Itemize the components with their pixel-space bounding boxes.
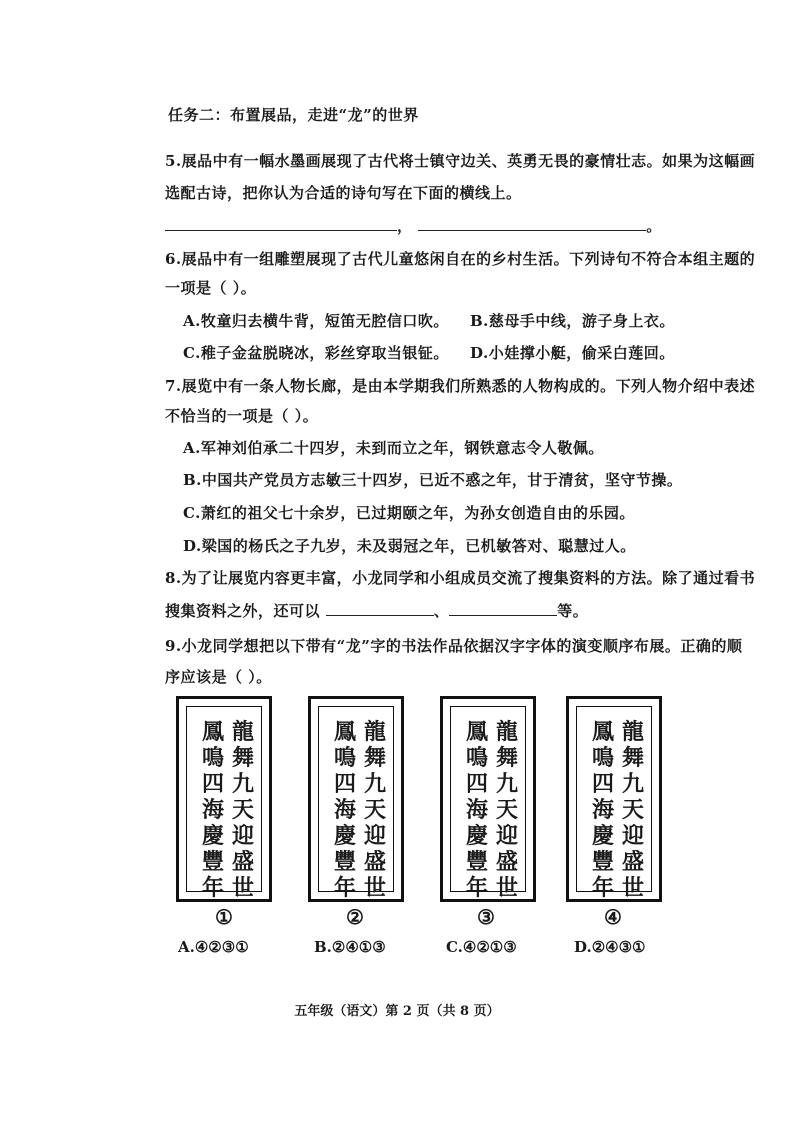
couplet-left: 鳳鳴四海慶豐年 — [591, 719, 614, 901]
q6-line1: 6.展品中有一组雕塑展现了古代儿童悠闲自在的乡村生活。下列诗句不符合本组主题的 — [165, 250, 756, 268]
q8-end: 等。 — [557, 602, 589, 620]
q5-answer-lines — [165, 215, 662, 236]
q9-option-c: C.④②①③ — [446, 938, 517, 956]
task-title: 任务二：布置展品，走进“龙”的世界 — [168, 106, 419, 124]
couplet-left: 鳳鳴四海慶豐年 — [465, 719, 488, 901]
q7-option-d: D.梁国的杨氏之子九岁，未及弱冠之年，已机敏答对、聪慧过人。 — [183, 537, 636, 555]
q5-blank-2[interactable] — [418, 216, 646, 231]
couplet-right: 龍舞九天迎盛世 — [495, 719, 518, 901]
couplet-left: 鳳鳴四海慶豐年 — [333, 719, 356, 901]
work-number-1: ① — [215, 905, 233, 929]
q9-option-d: D.②④③① — [574, 938, 646, 956]
page-footer: 五年级（语文）第 2 页（共 8 页） — [294, 1004, 500, 1019]
q5-line1: 5.展品中有一幅水墨画展现了古代将士镇守边关、英勇无畏的豪情壮志。如果为这幅画 — [165, 152, 756, 170]
q6-option-a: A.牧童归去横牛背，短笛无腔信口吹。 — [183, 312, 449, 330]
q9-line2: 序应该是（ ）。 — [165, 668, 272, 686]
q8-line1: 8.为了让展览内容更丰富，小龙同学和小组成员交流了搜集资料的方法。除了通过看书 — [165, 569, 756, 587]
q6-option-b: B.慈母手中线，游子身上衣。 — [470, 312, 675, 330]
q5-line2: 选配古诗，把你认为合适的诗句写在下面的横线上。 — [165, 184, 522, 202]
q7-line1: 7.展览中有一条人物长廊，是由本学期我们所熟悉的人物构成的。下列人物介绍中表述 — [165, 377, 756, 395]
q6-line2: 一项是（ ）。 — [165, 279, 257, 297]
q8-line2 — [165, 600, 588, 621]
work-number-4: ④ — [604, 905, 622, 929]
work-number-3: ③ — [477, 905, 495, 929]
calligraphy-work-1 — [176, 696, 272, 902]
calligraphy-work-4 — [566, 696, 662, 902]
q9-option-a: A.④②③① — [178, 938, 249, 956]
q9-option-b: B.②④①③ — [314, 938, 386, 956]
q5-period: 。 — [646, 217, 662, 235]
q7-line2: 不恰当的一项是（ ）。 — [165, 407, 319, 425]
q5-comma: ， — [397, 217, 413, 235]
calligraphy-work-3 — [440, 696, 536, 902]
q9-line1: 9.小龙同学想把以下带有“龙”字的书法作品依据汉字字体的演变顺序布展。正确的顺 — [165, 637, 743, 655]
q6-option-d: D.小娃撑小艇，偷采白莲回。 — [470, 344, 675, 362]
couplet-right: 龍舞九天迎盛世 — [363, 719, 386, 901]
q8-separator: 、 — [433, 602, 450, 620]
couplet-right: 龍舞九天迎盛世 — [621, 719, 644, 901]
q7-option-c: C.萧红的祖父七十余岁，已过期颐之年，为孙女创造自由的乐园。 — [183, 504, 635, 522]
q7-option-a: A.军神刘伯承二十四岁，未到而立之年，钢铁意志令人敬佩。 — [183, 439, 604, 457]
calligraphy-work-2 — [308, 696, 404, 902]
q8-line2-prefix: 搜集资料之外，还可以 — [165, 602, 321, 620]
q8-blank-1[interactable] — [326, 601, 434, 616]
couplet-left: 鳳鳴四海慶豐年 — [201, 719, 224, 901]
q5-blank-1[interactable] — [165, 216, 397, 231]
couplet-right: 龍舞九天迎盛世 — [231, 719, 254, 901]
q6-option-c: C.稚子金盆脱晓冰，彩丝穿取当银钲。 — [183, 344, 449, 362]
work-number-2: ② — [346, 905, 364, 929]
q7-option-b: B.中国共产党员方志敏三十四岁，已近不惑之年，甘于清贫，坚守节操。 — [183, 471, 683, 489]
q8-blank-2[interactable] — [449, 601, 557, 616]
